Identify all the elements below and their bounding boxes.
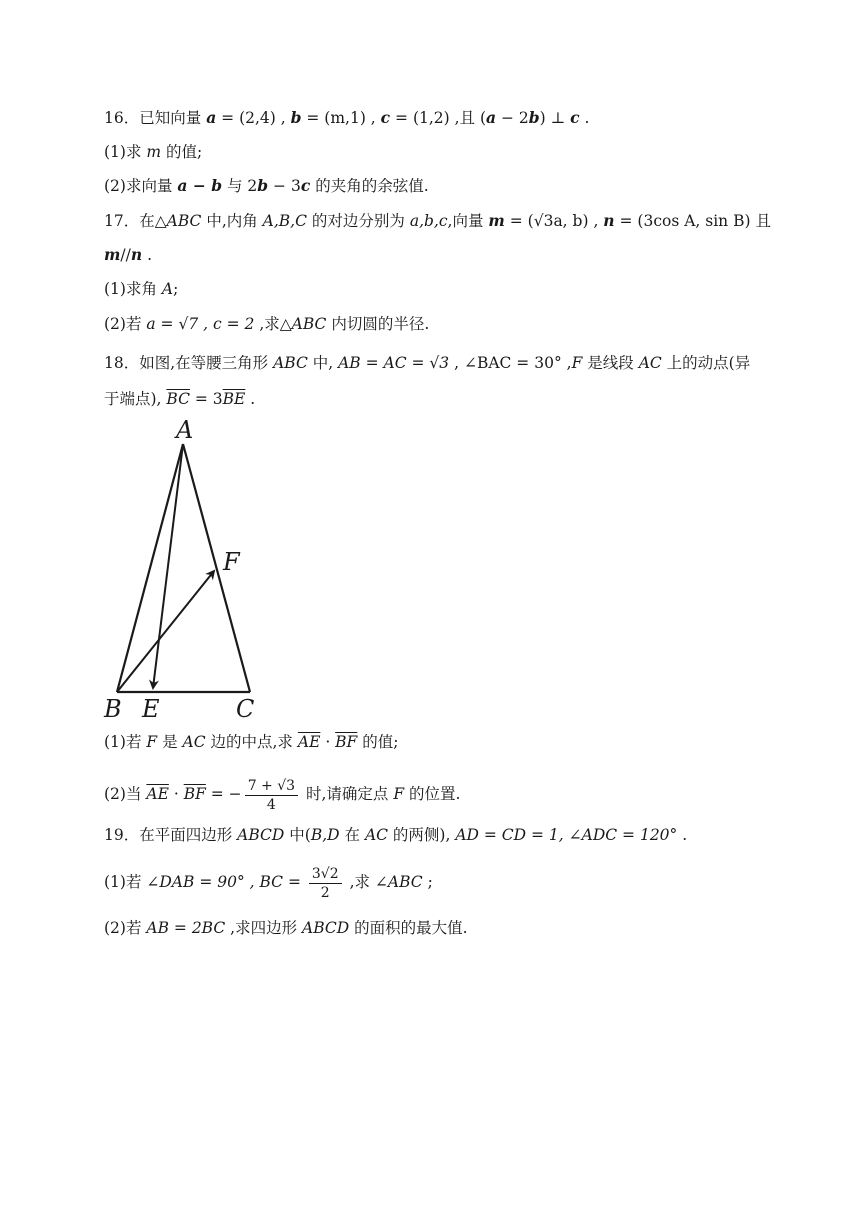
q18-stem: 18．如图,在等腰三角形 ABC 中, AB = AC = √3 , ∠BAC = 30° ,F 是线段 AC 上的动点(异: [104, 354, 751, 372]
fraction: $\frac{7 + √3}{4}$: [245, 777, 298, 814]
q17-stem-line2: m//n .: [104, 245, 152, 264]
label-b: B: [104, 695, 122, 723]
label-a: A: [176, 418, 194, 444]
q16-stem: 16．已知向量 a = (2,4) , b = (m,1) , c = (1,2) ,且 (a − 2b) ⊥ c .: [104, 108, 590, 127]
q19-part2: (2)若 AB = 2BC ,求四边形 ABCD 的面积的最大值.: [104, 919, 468, 937]
q17-stem: 17．在△ABC 中,内角 A,B,C 的对边分别为 a,b,c,向量 m = (√3a, b) , n = (3cos A, sin B) 且: [104, 211, 771, 230]
q17-part1: (1)求角 A;: [104, 280, 179, 298]
fraction: $\frac{3√2}{2}$: [309, 865, 342, 902]
q18-stem-line2: 于端点), $\overline{BC} = 3\overline{BE}$ .: [104, 390, 256, 408]
q17-part2: (2)若 a = √7 , c = 2 ,求△ABC 内切圆的半径.: [104, 315, 430, 333]
q19-stem: 19．在平面四边形 ABCD 中(B,D 在 AC 的两侧), AD = CD = 1, ∠ADC = 120° .: [104, 826, 688, 844]
label-f: F: [223, 548, 240, 576]
side-ab: [117, 444, 183, 692]
q18-part1: (1)若 F 是 AC 边的中点,求 $\overline{AE} \cdot \overline{BF}$ 的值;: [104, 733, 399, 751]
q16-part2: (2)求向量 a − b 与 2b − 3c 的夹角的余弦值.: [104, 176, 429, 195]
q18-part2: (2)当 $\overline{AE} \cdot \overline{BF}$ = − $\frac{7 + √3}{4}$ 时,请确定点 F 的位置.: [104, 777, 461, 813]
triangle-figure: [100, 418, 270, 723]
vector-ae: [153, 444, 183, 688]
label-c: C: [236, 695, 255, 723]
q16-part1: (1)求 m 的值;: [104, 143, 203, 161]
q19-part1: (1)若 ∠DAB = 90° , BC = $\frac{3√2}{2}$ ,求 ∠ABC ;: [104, 865, 433, 901]
side-ac: [183, 444, 250, 692]
label-e: E: [142, 695, 160, 723]
